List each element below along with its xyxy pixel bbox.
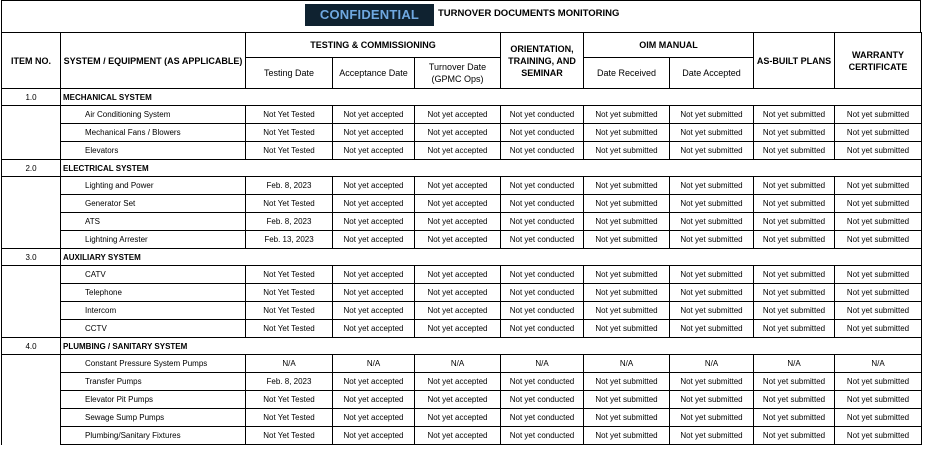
item-cell bbox=[2, 195, 61, 213]
status-cell: Not yet submitted bbox=[835, 320, 922, 338]
table-row bbox=[2, 391, 922, 409]
status-cell: Not yet submitted bbox=[584, 373, 670, 391]
item-cell bbox=[2, 124, 61, 142]
status-cell: Not yet submitted bbox=[754, 266, 835, 284]
status-cell: Not yet submitted bbox=[670, 302, 754, 320]
title-bar bbox=[1, 0, 921, 32]
section-row bbox=[2, 89, 922, 106]
section-blank-cell bbox=[584, 89, 670, 106]
status-cell: Not yet submitted bbox=[835, 266, 922, 284]
header-acceptance-date: Acceptance Date bbox=[333, 58, 415, 89]
status-cell: Not yet conducted bbox=[501, 409, 584, 427]
item-cell bbox=[2, 142, 61, 160]
equipment-name: ATS bbox=[61, 213, 246, 231]
status-cell: Not yet submitted bbox=[584, 409, 670, 427]
section-blank-cell bbox=[415, 338, 501, 355]
item-cell bbox=[2, 213, 61, 231]
status-cell: Not yet accepted bbox=[415, 427, 501, 445]
status-cell: Not yet submitted bbox=[584, 106, 670, 124]
status-cell: Not yet submitted bbox=[670, 231, 754, 249]
table-row bbox=[2, 124, 922, 142]
status-cell: Not yet submitted bbox=[754, 391, 835, 409]
status-cell: Not yet conducted bbox=[501, 320, 584, 338]
status-cell: Not Yet Tested bbox=[246, 266, 333, 284]
section-blank-cell bbox=[835, 160, 922, 177]
status-cell: Not yet accepted bbox=[333, 231, 415, 249]
item-cell bbox=[2, 106, 61, 124]
status-cell: Not yet accepted bbox=[333, 427, 415, 445]
status-cell: Not yet submitted bbox=[670, 142, 754, 160]
status-cell: Not yet conducted bbox=[501, 391, 584, 409]
status-cell: Not yet accepted bbox=[415, 231, 501, 249]
table-row bbox=[2, 177, 922, 195]
status-cell: Feb. 8, 2023 bbox=[246, 213, 333, 231]
section-number: 4.0 bbox=[2, 338, 61, 355]
status-cell: Not yet submitted bbox=[835, 373, 922, 391]
status-cell: Not yet submitted bbox=[584, 391, 670, 409]
status-cell: N/A bbox=[835, 355, 922, 373]
status-cell: Not yet accepted bbox=[415, 391, 501, 409]
item-cell bbox=[2, 409, 61, 427]
status-cell: Not yet accepted bbox=[333, 391, 415, 409]
table-row bbox=[2, 427, 922, 445]
status-cell: Not yet submitted bbox=[670, 124, 754, 142]
status-cell: Not Yet Tested bbox=[246, 391, 333, 409]
item-cell bbox=[2, 284, 61, 302]
status-cell: Not Yet Tested bbox=[246, 195, 333, 213]
status-cell: Not yet submitted bbox=[754, 320, 835, 338]
status-cell: Not yet accepted bbox=[333, 106, 415, 124]
sheet-title: TURNOVER DOCUMENTS MONITORING bbox=[438, 8, 620, 19]
status-cell: Not yet submitted bbox=[754, 195, 835, 213]
confidential-banner: CONFIDENTIAL bbox=[305, 4, 434, 26]
header-orientation: ORIENTATION, TRAINING, AND SEMINAR bbox=[501, 33, 584, 89]
table-row bbox=[2, 231, 922, 249]
section-name: AUXILIARY SYSTEM bbox=[61, 249, 246, 266]
section-row bbox=[2, 338, 922, 355]
status-cell: Not yet submitted bbox=[584, 302, 670, 320]
table-body bbox=[2, 89, 922, 445]
status-cell: Not yet submitted bbox=[670, 427, 754, 445]
status-cell: Not yet submitted bbox=[670, 284, 754, 302]
equipment-name: Constant Pressure System Pumps bbox=[61, 355, 246, 373]
status-cell: Not yet conducted bbox=[501, 302, 584, 320]
status-cell: Not yet submitted bbox=[835, 427, 922, 445]
equipment-name: Sewage Sump Pumps bbox=[61, 409, 246, 427]
status-cell: Not yet submitted bbox=[584, 213, 670, 231]
status-cell: N/A bbox=[333, 355, 415, 373]
status-cell: Not yet conducted bbox=[501, 427, 584, 445]
section-blank-cell bbox=[754, 160, 835, 177]
status-cell: Not yet submitted bbox=[670, 213, 754, 231]
section-blank-cell bbox=[670, 338, 754, 355]
status-cell: Not yet submitted bbox=[754, 177, 835, 195]
section-blank-cell bbox=[670, 249, 754, 266]
status-cell: Not yet accepted bbox=[415, 177, 501, 195]
equipment-name: Generator Set bbox=[61, 195, 246, 213]
header-system: SYSTEM / EQUIPMENT (AS APPLICABLE) bbox=[61, 33, 246, 89]
item-cell bbox=[2, 355, 61, 373]
section-name: MECHANICAL SYSTEM bbox=[61, 89, 246, 106]
status-cell: Not yet submitted bbox=[670, 391, 754, 409]
equipment-name: Telephone bbox=[61, 284, 246, 302]
turnover-sheet bbox=[1, 0, 922, 445]
status-cell: Not yet submitted bbox=[835, 106, 922, 124]
status-cell: Not yet submitted bbox=[835, 213, 922, 231]
equipment-name: Elevator Pit Pumps bbox=[61, 391, 246, 409]
status-cell: Not yet submitted bbox=[754, 213, 835, 231]
status-cell: Not yet submitted bbox=[670, 106, 754, 124]
equipment-name: Intercom bbox=[61, 302, 246, 320]
header-as-built: AS-BUILT PLANS bbox=[754, 33, 835, 89]
status-cell: Not yet submitted bbox=[835, 409, 922, 427]
status-cell: N/A bbox=[754, 355, 835, 373]
status-cell: Not yet submitted bbox=[584, 124, 670, 142]
section-number: 3.0 bbox=[2, 249, 61, 266]
status-cell: Not yet accepted bbox=[333, 284, 415, 302]
table-row bbox=[2, 195, 922, 213]
section-row bbox=[2, 249, 922, 266]
status-cell: Not Yet Tested bbox=[246, 409, 333, 427]
item-cell bbox=[2, 320, 61, 338]
status-cell: Not yet submitted bbox=[584, 284, 670, 302]
status-cell: Not yet submitted bbox=[754, 427, 835, 445]
section-blank-cell bbox=[246, 89, 333, 106]
equipment-name: Transfer Pumps bbox=[61, 373, 246, 391]
status-cell: Not yet submitted bbox=[835, 231, 922, 249]
status-cell: Not yet conducted bbox=[501, 195, 584, 213]
status-cell: Not yet submitted bbox=[670, 195, 754, 213]
status-cell: Not yet accepted bbox=[415, 284, 501, 302]
status-cell: N/A bbox=[670, 355, 754, 373]
item-cell bbox=[2, 177, 61, 195]
table-row bbox=[2, 320, 922, 338]
status-cell: Not yet accepted bbox=[415, 320, 501, 338]
section-number: 2.0 bbox=[2, 160, 61, 177]
status-cell: Not yet accepted bbox=[333, 373, 415, 391]
status-cell: Not yet conducted bbox=[501, 124, 584, 142]
status-cell: Not yet submitted bbox=[754, 231, 835, 249]
section-blank-cell bbox=[835, 338, 922, 355]
section-blank-cell bbox=[670, 89, 754, 106]
status-cell: Not yet accepted bbox=[415, 106, 501, 124]
header-date-received: Date Received bbox=[584, 58, 670, 89]
table-row bbox=[2, 373, 922, 391]
equipment-name: CCTV bbox=[61, 320, 246, 338]
status-cell: Not Yet Tested bbox=[246, 284, 333, 302]
status-cell: Not yet conducted bbox=[501, 106, 584, 124]
status-cell: Not yet submitted bbox=[754, 284, 835, 302]
equipment-name: Plumbing/Sanitary Fixtures bbox=[61, 427, 246, 445]
status-cell: Not yet conducted bbox=[501, 266, 584, 284]
table-row bbox=[2, 409, 922, 427]
section-blank-cell bbox=[754, 89, 835, 106]
equipment-name: Air Conditioning System bbox=[61, 106, 246, 124]
status-cell: Not yet submitted bbox=[584, 427, 670, 445]
section-blank-cell bbox=[754, 249, 835, 266]
status-cell: Not yet submitted bbox=[754, 124, 835, 142]
status-cell: Not yet submitted bbox=[754, 409, 835, 427]
item-cell bbox=[2, 373, 61, 391]
status-cell: Not yet conducted bbox=[501, 373, 584, 391]
table-row bbox=[2, 284, 922, 302]
status-cell: Not yet submitted bbox=[754, 142, 835, 160]
status-cell: Not yet submitted bbox=[670, 177, 754, 195]
status-cell: N/A bbox=[501, 355, 584, 373]
equipment-name: CATV bbox=[61, 266, 246, 284]
table-row bbox=[2, 142, 922, 160]
status-cell: Not yet accepted bbox=[333, 177, 415, 195]
status-cell: Not yet submitted bbox=[584, 266, 670, 284]
item-cell bbox=[2, 427, 61, 445]
item-cell bbox=[2, 231, 61, 249]
status-cell: Not yet conducted bbox=[501, 213, 584, 231]
section-blank-cell bbox=[333, 160, 415, 177]
equipment-name: Lighting and Power bbox=[61, 177, 246, 195]
status-cell: Not Yet Tested bbox=[246, 302, 333, 320]
section-blank-cell bbox=[584, 249, 670, 266]
status-cell: Not yet submitted bbox=[584, 177, 670, 195]
section-blank-cell bbox=[415, 89, 501, 106]
section-blank-cell bbox=[333, 89, 415, 106]
status-cell: Not yet accepted bbox=[333, 320, 415, 338]
status-cell: Not yet submitted bbox=[584, 320, 670, 338]
section-blank-cell bbox=[246, 160, 333, 177]
status-cell: Not yet submitted bbox=[754, 106, 835, 124]
section-blank-cell bbox=[333, 338, 415, 355]
section-blank-cell bbox=[670, 160, 754, 177]
equipment-name: Lightning Arrester bbox=[61, 231, 246, 249]
section-blank-cell bbox=[415, 249, 501, 266]
status-cell: Not yet submitted bbox=[835, 195, 922, 213]
status-cell: Not Yet Tested bbox=[246, 427, 333, 445]
section-blank-cell bbox=[584, 160, 670, 177]
status-cell: Not yet submitted bbox=[835, 284, 922, 302]
monitoring-table bbox=[1, 32, 922, 445]
header-warranty: WARRANTY CERTIFICATE bbox=[835, 33, 922, 89]
status-cell: Not yet accepted bbox=[415, 195, 501, 213]
status-cell: N/A bbox=[246, 355, 333, 373]
section-blank-cell bbox=[754, 338, 835, 355]
status-cell: Not yet accepted bbox=[415, 409, 501, 427]
header-oim-group: OIM MANUAL bbox=[584, 33, 754, 58]
section-blank-cell bbox=[333, 249, 415, 266]
status-cell: Not yet accepted bbox=[415, 213, 501, 231]
section-row bbox=[2, 160, 922, 177]
section-name: PLUMBING / SANITARY SYSTEM bbox=[61, 338, 246, 355]
section-blank-cell bbox=[835, 249, 922, 266]
header-turnover-date: Turnover Date (GPMC Ops) bbox=[415, 58, 501, 89]
section-blank-cell bbox=[415, 160, 501, 177]
item-cell bbox=[2, 391, 61, 409]
section-blank-cell bbox=[501, 249, 584, 266]
section-blank-cell bbox=[584, 338, 670, 355]
section-number: 1.0 bbox=[2, 89, 61, 106]
status-cell: Not Yet Tested bbox=[246, 320, 333, 338]
status-cell: Not yet submitted bbox=[584, 195, 670, 213]
table-row bbox=[2, 213, 922, 231]
status-cell: Not yet accepted bbox=[415, 373, 501, 391]
status-cell: Not yet accepted bbox=[333, 409, 415, 427]
status-cell: Not yet submitted bbox=[835, 391, 922, 409]
status-cell: Not Yet Tested bbox=[246, 142, 333, 160]
equipment-name: Mechanical Fans / Blowers bbox=[61, 124, 246, 142]
section-blank-cell bbox=[246, 249, 333, 266]
table-row bbox=[2, 106, 922, 124]
header-item-no: ITEM NO. bbox=[2, 33, 61, 89]
status-cell: Not yet accepted bbox=[333, 124, 415, 142]
status-cell: Not yet accepted bbox=[333, 195, 415, 213]
table-row bbox=[2, 266, 922, 284]
item-cell bbox=[2, 302, 61, 320]
section-blank-cell bbox=[835, 89, 922, 106]
equipment-name: Elevators bbox=[61, 142, 246, 160]
header-testing-date: Testing Date bbox=[246, 58, 333, 89]
status-cell: Not yet submitted bbox=[835, 302, 922, 320]
status-cell: Feb. 8, 2023 bbox=[246, 373, 333, 391]
status-cell: Not yet submitted bbox=[584, 142, 670, 160]
status-cell: Not yet submitted bbox=[835, 177, 922, 195]
status-cell: N/A bbox=[415, 355, 501, 373]
header-testing-group: TESTING & COMMISSIONING bbox=[246, 33, 501, 58]
status-cell: Not yet accepted bbox=[415, 124, 501, 142]
section-name: ELECTRICAL SYSTEM bbox=[61, 160, 246, 177]
status-cell: Not yet submitted bbox=[670, 373, 754, 391]
status-cell: Not yet accepted bbox=[415, 266, 501, 284]
status-cell: Not yet conducted bbox=[501, 142, 584, 160]
status-cell: Not yet conducted bbox=[501, 284, 584, 302]
header-date-accepted: Date Accepted bbox=[670, 58, 754, 89]
status-cell: Not yet submitted bbox=[670, 266, 754, 284]
status-cell: Not yet accepted bbox=[333, 266, 415, 284]
section-blank-cell bbox=[501, 89, 584, 106]
status-cell: Not yet conducted bbox=[501, 177, 584, 195]
status-cell: Not yet accepted bbox=[333, 302, 415, 320]
status-cell: Not yet accepted bbox=[333, 213, 415, 231]
section-blank-cell bbox=[246, 338, 333, 355]
status-cell: Not yet submitted bbox=[584, 231, 670, 249]
status-cell: Not yet submitted bbox=[754, 302, 835, 320]
status-cell: Not yet accepted bbox=[333, 142, 415, 160]
status-cell: Not Yet Tested bbox=[246, 106, 333, 124]
status-cell: Not yet conducted bbox=[501, 231, 584, 249]
section-blank-cell bbox=[501, 338, 584, 355]
status-cell: Not yet submitted bbox=[670, 409, 754, 427]
status-cell: Not yet accepted bbox=[415, 142, 501, 160]
status-cell: N/A bbox=[584, 355, 670, 373]
table-row bbox=[2, 355, 922, 373]
status-cell: Not yet accepted bbox=[415, 302, 501, 320]
status-cell: Not yet submitted bbox=[835, 142, 922, 160]
table-row bbox=[2, 302, 922, 320]
status-cell: Feb. 13, 2023 bbox=[246, 231, 333, 249]
status-cell: Not yet submitted bbox=[670, 320, 754, 338]
status-cell: Feb. 8, 2023 bbox=[246, 177, 333, 195]
item-cell bbox=[2, 266, 61, 284]
status-cell: Not Yet Tested bbox=[246, 124, 333, 142]
status-cell: Not yet submitted bbox=[754, 373, 835, 391]
status-cell: Not yet submitted bbox=[835, 124, 922, 142]
section-blank-cell bbox=[501, 160, 584, 177]
